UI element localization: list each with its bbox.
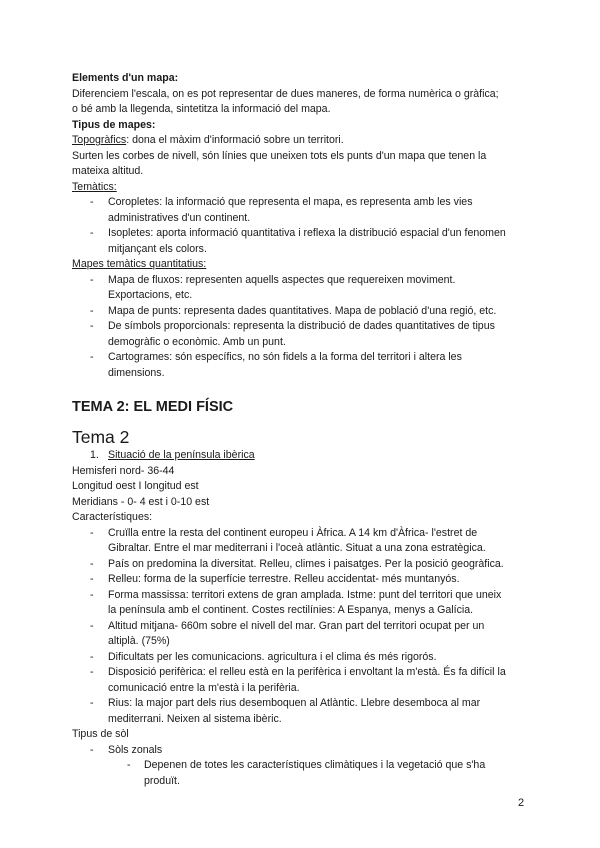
list-item: - Coropletes: la informació que representa el mapa, es representa amb les vies administratives d'un continent. xyxy=(90,196,473,224)
longitud-line: Longitud oest I longitud est xyxy=(72,480,199,492)
list-item: - Cartogrames: són específics, no són fidels a la forma del territori i altera les dimensions. xyxy=(90,351,462,379)
topografics-line xyxy=(72,133,532,149)
section-1-title: Situació de la península ibèrica xyxy=(108,449,255,461)
list-item: - Depenen de totes les característiques climàtiques i la vegetació que s'ha produït. xyxy=(127,759,486,787)
section-1: 1. Situació de la península ibèrica xyxy=(90,449,255,461)
tipus-heading: Tipus de mapes: xyxy=(72,118,156,131)
list-item: - Cruïlla entre la resta del continent europeu i Àfrica. A 14 km d'Àfrica- l'estret de Gibraltar. Entre el mar mediterrani i l'oceà atlàntic. Situat a una zona estratègica. xyxy=(90,526,486,554)
hemisferi-line: Hemisferi nord- 36-44 xyxy=(72,464,175,477)
document-page xyxy=(72,71,532,789)
tema2-heading: TEMA 2: EL MEDI FÍSIC xyxy=(72,399,234,415)
caracteristiques-label: Característiques: xyxy=(72,511,153,523)
list-item: - Altitud mitjana- 660m sobre el nivell del mar. Gran part del territori ocupat per un altiplà. (75%) xyxy=(90,619,485,647)
quantitatius-label: Mapes temàtics quantitatius: xyxy=(72,258,207,270)
list-item: - Rius: la major part dels rius desemboquen al Atlàntic. Llebre desemboca al mar mediterrani. Neixen al sistema ibèric. xyxy=(90,697,481,725)
list-item: - Disposició perifèrica: el relleu està en la perifèrica i envoltant la m'està. És fa difícil la comunicació entre la m'està i la perifèria. xyxy=(90,666,506,694)
corbes-line-2: mateixa altitud. xyxy=(72,165,144,177)
list-item: - Sòls zonals xyxy=(72,743,532,759)
tematics-label: Temàtics: xyxy=(72,180,117,193)
tematics-list xyxy=(72,195,532,257)
list-item: - Relleu: forma de la superfície terrestre. Relleu accidentat- més muntanyós. xyxy=(90,573,460,585)
list-item: - Mapa de punts: representa dades quantitatives. Mapa de població d'una regió, etc. xyxy=(90,304,497,317)
quantitatius-list xyxy=(72,273,532,382)
elements-line-1: Diferenciem l'escala, on es pot representar de dues maneres, de forma numèrica o gràfica; xyxy=(72,87,499,100)
tipus-sol-label: Tipus de sòl xyxy=(72,728,129,740)
elements-line-2: o bé amb la llegenda, sintetitza la informació del mapa. xyxy=(72,103,331,115)
list-item: - De símbols proporcionals: representa la distribució de dades quantitatives de tipus demogràfic o econòmic. Amb un punt. xyxy=(90,320,495,348)
tema2-title: Tema 2 xyxy=(72,427,130,447)
meridians-line: Meridians - 0- 4 est i 0-10 est xyxy=(72,495,210,508)
list-item: - Isopletes: aporta informació quantitativa i reflexa la distribució espacial d'un fenomen mitjançant els colors. xyxy=(90,227,506,255)
topografics-label: Topogràfics xyxy=(72,134,127,146)
list-item: - Forma massissa: territori extens de gran amplada. Istme: punt del territori que uneix la península amb el continent. Costes rectilínies: A Espanya, menys a Galícia. xyxy=(90,588,502,616)
sols-zonals-label: Sòls zonals xyxy=(108,743,163,756)
caracteristiques-list xyxy=(72,526,532,728)
corbes-line-1: Surten les corbes de nivell, són línies que uneixen tots els punts d'un mapa que tenen la xyxy=(72,149,487,162)
elements-heading: Elements d'un mapa: xyxy=(72,72,179,84)
list-item: - Mapa de fluxos: representen aquells aspectes que requereixen moviment. Exportacions, etc. xyxy=(90,273,456,301)
list-item: - País on predomina la diversitat. Relleu, climes i paisatges. Per la posició geogràfica. xyxy=(90,557,504,570)
topografics-text: : dona el màxim d'informació sobre un territori. xyxy=(126,134,344,146)
list-item: - Dificultats per les comunicacions. agricultura i el clima és més rigorós. xyxy=(90,650,437,663)
page-number: 2 xyxy=(518,797,525,809)
